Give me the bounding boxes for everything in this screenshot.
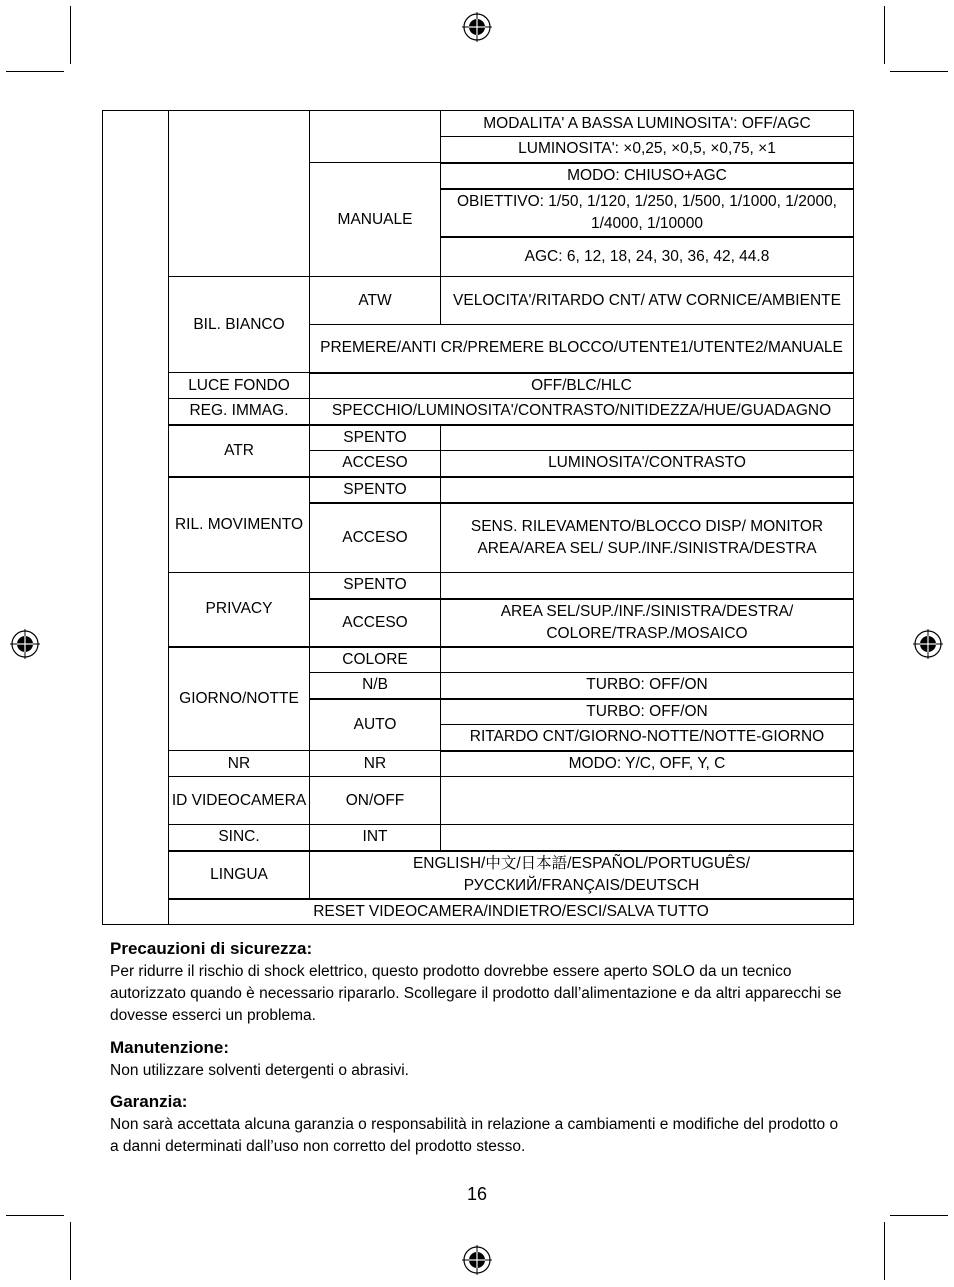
table-cell: PREMERE/ANTI CR/PREMERE BLOCCO/UTENTE1/UTENTE2/MANUALE <box>310 325 854 373</box>
table-cell: RIL. MOVIMENTO <box>169 477 310 573</box>
table-cell: LINGUA <box>169 851 310 899</box>
registration-mark-icon <box>10 629 40 659</box>
table-cell: MANUALE <box>310 163 441 277</box>
section-text: Per ridurre il rischio di shock elettrico, questo prodotto dovrebbe essere aperto SOLO da un tecnico autorizzato quando è necessario ripararlo. Scollegare il prodotto dall’alimentazione e da altri apparecchi se dovesse esserci un problema. <box>110 963 842 1024</box>
registration-mark-icon <box>462 12 492 42</box>
table-cell: MODO: Y/C, OFF, Y, C <box>441 751 854 777</box>
table-cell <box>310 111 441 163</box>
table-cell <box>441 647 854 673</box>
table-cell: SPENTO <box>310 477 441 503</box>
crop-mark <box>884 6 885 64</box>
table-cell: LUMINOSITA': ×0,25, ×0,5, ×0,75, ×1 <box>441 137 854 163</box>
table-cell: GIORNO/NOTTE <box>169 647 310 751</box>
table-cell: BIL. BIANCO <box>169 277 310 373</box>
table-cell: REG. IMMAG. <box>169 399 310 425</box>
table-cell: RITARDO CNT/GIORNO-NOTTE/NOTTE-GIORNO <box>441 725 854 751</box>
section-heading: Precauzioni di sicurezza: <box>110 939 313 958</box>
table-cell: INT <box>310 825 441 851</box>
table-cell: OFF/BLC/HLC <box>310 373 854 399</box>
table-cell: TURBO: OFF/ON <box>441 699 854 725</box>
section-text: Non sarà accettata alcuna garanzia o responsabilità in relazione a cambiamenti e modifiche del prodotto o a danni determinati dall’uso non corretto del prodotto stesso. <box>110 1116 839 1155</box>
crop-mark <box>890 1215 948 1216</box>
table-cell: AUTO <box>310 699 441 751</box>
table-cell <box>441 425 854 451</box>
table-cell <box>441 573 854 599</box>
table-cell: ENGLISH/中文/日本語/ESPAÑOL/PORTUGUÊS/ РУССКИЙ/FRANÇAIS/DEUTSCH <box>310 851 854 899</box>
table-cell: COLORE <box>310 647 441 673</box>
table-cell: NR <box>169 751 310 777</box>
table-cell: ON/OFF <box>310 777 441 825</box>
table-cell: ATR <box>169 425 310 477</box>
registration-mark-icon <box>462 1245 492 1275</box>
table-cell: ACCESO <box>310 503 441 573</box>
table-cell: SENS. RILEVAMENTO/BLOCCO DISP/ MONITOR AREA/AREA SEL/ SUP./INF./SINISTRA/DESTRA <box>441 503 854 573</box>
table-cell: ACCESO <box>310 451 441 477</box>
crop-mark <box>70 1222 71 1280</box>
section-heading: Garanzia: <box>110 1092 188 1111</box>
table-cell <box>169 111 310 277</box>
table-cell: TURBO: OFF/ON <box>441 673 854 699</box>
crop-mark <box>890 71 948 72</box>
table-cell <box>441 777 854 825</box>
table-cell: AGC: 6, 12, 18, 24, 30, 36, 42, 44.8 <box>441 237 854 277</box>
table-cell: OBIETTIVO: 1/50, 1/120, 1/250, 1/500, 1/1000, 1/2000, 1/4000, 1/10000 <box>441 189 854 237</box>
table-cell: NR <box>310 751 441 777</box>
table-cell: MODALITA' A BASSA LUMINOSITA': OFF/AGC <box>441 111 854 137</box>
table-cell: SINC. <box>169 825 310 851</box>
table-cell: MODO: CHIUSO+AGC <box>441 163 854 189</box>
section-heading: Manutenzione: <box>110 1038 229 1057</box>
section-text: Non utilizzare solventi detergenti o abrasivi. <box>110 1062 409 1079</box>
table-cell: VELOCITA'/RITARDO CNT/ ATW CORNICE/AMBIENTE <box>441 277 854 325</box>
crop-mark <box>70 6 71 64</box>
crop-mark <box>6 71 64 72</box>
table-cell <box>103 111 169 925</box>
table-cell: AREA SEL/SUP./INF./SINISTRA/DESTRA/ COLORE/TRASP./MOSAICO <box>441 599 854 647</box>
crop-mark <box>884 1222 885 1280</box>
table-cell: LUMINOSITA'/CONTRASTO <box>441 451 854 477</box>
table-cell: SPENTO <box>310 573 441 599</box>
warranty-section <box>110 1091 850 1158</box>
maintenance-section <box>110 1037 850 1082</box>
crop-mark <box>6 1215 64 1216</box>
table-cell: SPENTO <box>310 425 441 451</box>
table-cell: ATW <box>310 277 441 325</box>
safety-section <box>110 938 850 1027</box>
page-number: 16 <box>466 1184 488 1204</box>
table-cell: SPECCHIO/LUMINOSITA'/CONTRASTO/NITIDEZZA/HUE/GUADAGNO <box>310 399 854 425</box>
table-cell: PRIVACY <box>169 573 310 647</box>
table-cell: RESET VIDEOCAMERA/INDIETRO/ESCI/SALVA TUTTO <box>169 899 854 925</box>
table-cell <box>441 477 854 503</box>
menu-structure-table <box>102 110 854 925</box>
table-cell: N/B <box>310 673 441 699</box>
table-cell: LUCE FONDO <box>169 373 310 399</box>
table-cell <box>441 825 854 851</box>
registration-mark-icon <box>913 629 943 659</box>
table-cell: ID VIDEOCAMERA <box>169 777 310 825</box>
table-cell: ACCESO <box>310 599 441 647</box>
